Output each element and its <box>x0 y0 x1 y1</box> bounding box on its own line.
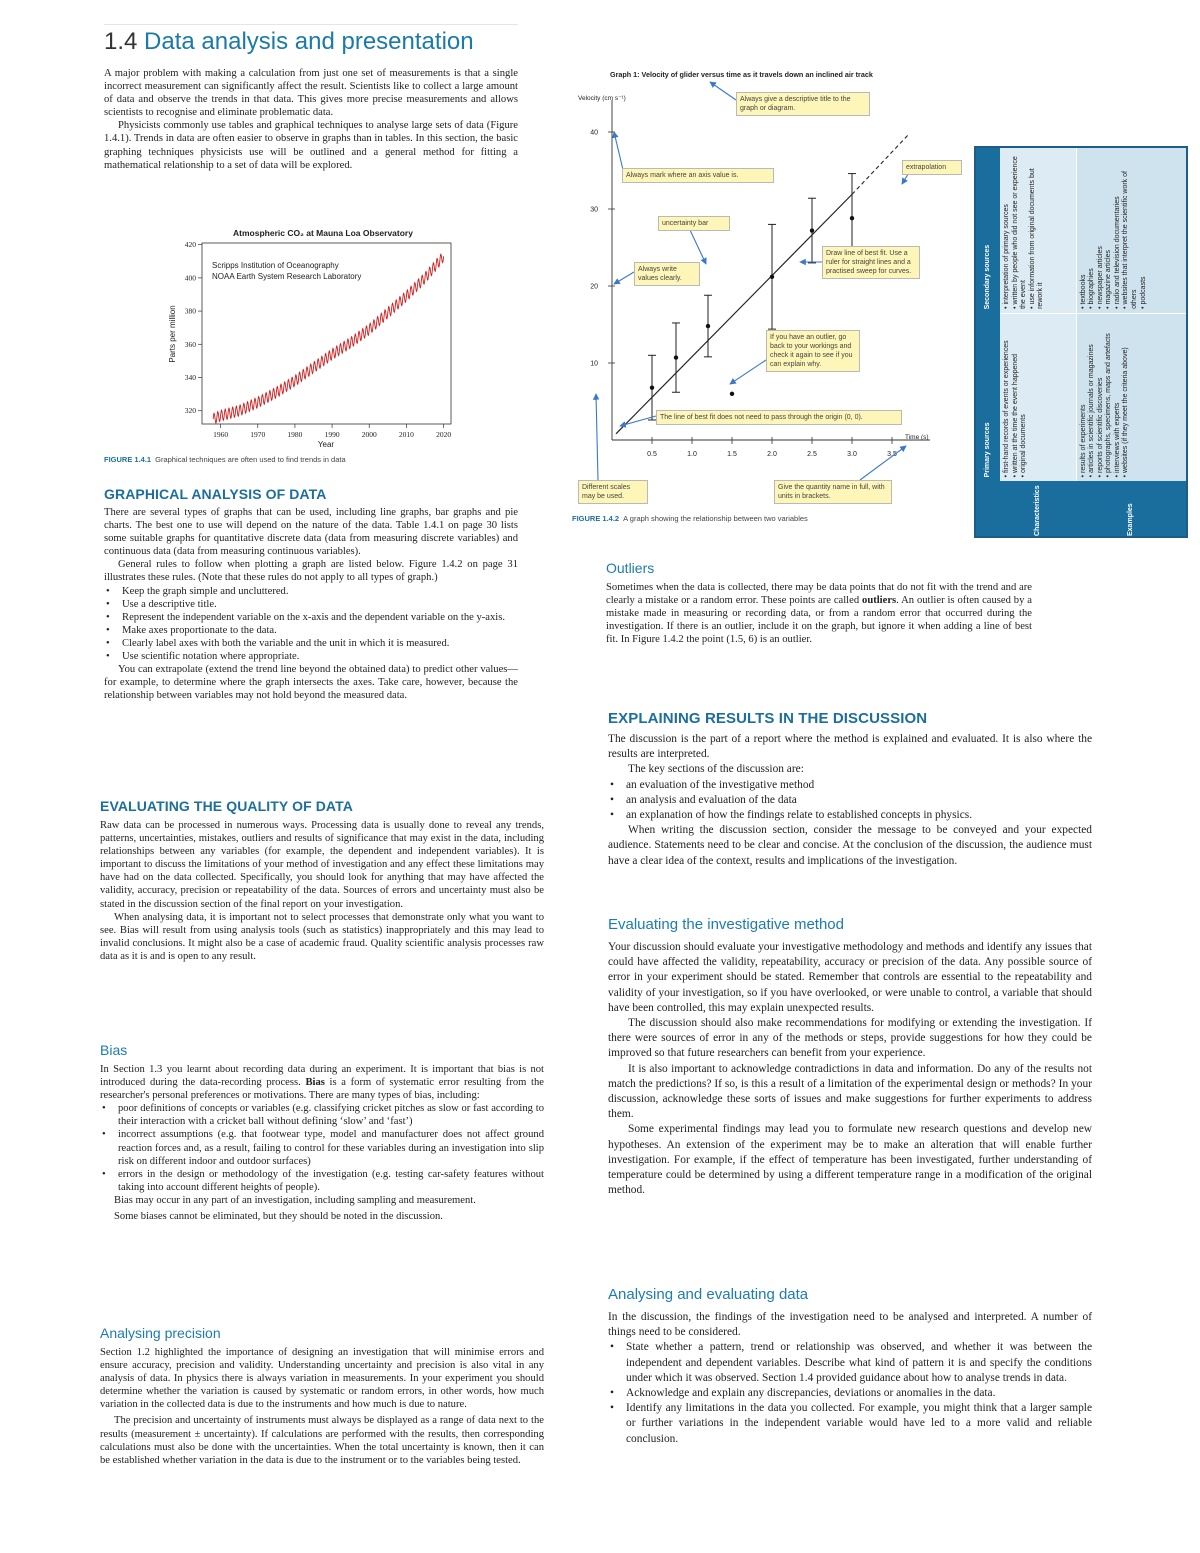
co2-y-tick-label: 380 <box>184 306 196 316</box>
bias-paragraph-1 <box>100 1063 544 1102</box>
table-item: • results of experiments <box>1079 404 1087 478</box>
velocity-x-tick-label: 3.5 <box>887 451 897 458</box>
table-item-text: reports of scientific discoveries <box>1096 377 1104 473</box>
velocity-x-axis-label: Time (s) <box>905 434 929 441</box>
outliers-text-part: . An outlier is often caused by a mistake made in measuring or recording data, or from a random error that occurred during the investigation. If there is an outlier, include it on the graph, but ignore it when adding a line of best fit. In Figure 1.4.2 the point (1.5, 6) is an outlier. <box>606 595 1032 646</box>
callout-extrapolation: extrapolation <box>902 160 962 175</box>
bias-text-part: In Section 1.3 you learnt about recording data during an experiment. It is important that bias is not introduced during the data-recording process. <box>100 1064 544 1089</box>
heading-evaluating-method: Evaluating the investigative method <box>608 916 844 933</box>
callout-quantity: Give the quantity name in full, with units in brackets. <box>774 480 892 504</box>
outliers-text <box>606 581 1032 646</box>
data-consideration-item: • State whether a pattern, trend or relationship was observed, and whether it was between the independent and dependent variables. Describe what kind of pattern it is and specify the conditions under which it was observed. Section 1.4 provided guidance about how to analyse trends in data. <box>608 1340 1092 1386</box>
row-header-characteristics: Characteristics <box>1000 481 1076 538</box>
method-paragraph-2: The discussion should also make recommendations for modifying or extending the investigation. If there were sources of error in any of the methods or steps, provide suggestions for how they could be improved so that future researchers can benefit from your experience. <box>608 1017 1092 1060</box>
heading-explaining-results: EXPLAINING RESULTS IN THE DISCUSSION <box>608 710 928 727</box>
table-item-text: results of experiments <box>1079 404 1087 473</box>
data-considerations-list <box>608 1340 1092 1446</box>
method-text <box>608 940 1092 1198</box>
co2-y-tick-label: 320 <box>184 406 196 416</box>
key-section-item: • an evaluation of the investigative method <box>608 778 1092 793</box>
co2-x-tick-label: 2000 <box>361 430 377 439</box>
figure-1-label: FIGURE 1.4.1 <box>104 455 152 464</box>
co2-x-tick-label: 1980 <box>287 430 303 439</box>
co2-x-axis-label: Year <box>317 440 335 449</box>
table-item-text: websites that interpret the scientific work of others <box>1122 171 1139 309</box>
bias-text <box>100 1063 544 1223</box>
figure-1-caption <box>104 455 518 464</box>
velocity-x-tick-label: 2.0 <box>767 451 777 458</box>
velocity-x-tick-label: 1.0 <box>687 451 697 458</box>
co2-x-tick-label: 2010 <box>398 430 414 439</box>
best-fit-line <box>616 194 852 433</box>
explaining-text <box>608 732 1092 869</box>
precision-text <box>100 1346 544 1467</box>
data-consideration-item: • Identify any limitations in the data you collected. For example, you might think that a larger sample or further variations in the independent variable would have led to a more valid and reliable conclusion. <box>608 1401 1092 1447</box>
callout-best-fit: Draw line of best fit. Use a ruler for straight lines and a practised sweep for curves. <box>822 246 920 279</box>
co2-plot-frame <box>202 243 451 424</box>
callout-arrow <box>730 360 766 384</box>
key-sections-list <box>608 778 1092 824</box>
sources-table <box>976 148 1188 538</box>
table-item: • articles in scientific journals or magazines <box>1088 344 1096 478</box>
figure-1-text: Graphical techniques are often used to find trends in data <box>155 455 346 464</box>
table-item: • websites that interpret the scientific work of others <box>1122 171 1139 309</box>
table-item-text: magazine articles <box>1105 250 1113 305</box>
rule-item: • Clearly label axes with both the variable and the unit in which it is measured. <box>104 637 518 650</box>
table-item-text: textbooks <box>1079 274 1087 305</box>
cell-primary-characteristics <box>1000 313 1076 481</box>
table-item-text: newspaper articles <box>1096 246 1104 305</box>
graphical-paragraph-2: General rules to follow when plotting a graph are listed below. Figure 1.4.2 on page 31 illustrates these rules. (Note that these rules do not apply to all types of graph.) <box>104 559 518 584</box>
co2-y-axis-label: Parts per million <box>168 305 177 363</box>
velocity-graph-title: Graph 1: Velocity of glider versus time as it travels down an inclined air track <box>610 70 873 79</box>
co2-y-tick-label: 360 <box>184 339 196 349</box>
table-item-text: written at the time the event happened <box>1011 353 1019 473</box>
rule-item: • Make axes proportionate to the data. <box>104 624 518 637</box>
section-number: 1.4 <box>104 28 138 55</box>
key-section-item: • an explanation of how the findings relate to established concepts in physics. <box>608 808 1092 823</box>
explaining-paragraph-2: The key sections of the discussion are: <box>628 763 804 776</box>
evaluating-paragraph-2: When analysing data, it is important not to select processes that demonstrate only what you want to see. Bias will result from using analysis tools (such as statistics) inappropriately and this may lead to invalid conclusions. It might also be a case of academic fraud. Quality scientific analysis processes raw data as it is and is open to any result. <box>100 911 544 962</box>
sources-table-frame <box>974 146 1188 538</box>
bias-text-part: is a form of systematic error resulting from the researcher's personal preferences or motivations. There are many types of bias, including: <box>100 1077 544 1102</box>
table-item: • written at the time the event happened <box>1011 353 1019 478</box>
rule-item: • Use scientific notation where appropriate. <box>104 650 518 663</box>
callout-arrow <box>620 416 656 426</box>
graphical-paragraph-1: There are several types of graphs that can be used, including line graphs, bar graphs and pie charts. The best one to use will depend on the nature of the data. Table 1.4.1 on page 30 lists some suitable graphs for quantitative discrete data (data from measuring discrete variables) and continuous data (data from measuring continuous variables). <box>104 507 518 558</box>
heading-analysing-data: Analysing and evaluating data <box>608 1286 809 1303</box>
table-item: • photographs, specimens, maps and artefacts <box>1105 333 1113 478</box>
callout-arrow <box>596 394 598 480</box>
extrapolation-line <box>852 135 908 194</box>
graphical-paragraph-3: You can extrapolate (extend the trend line beyond the obtained data) to predict other values—for example, to determine where the graph intersects the axes. Take care, however, because the relationship between variables may not hold beyond the measured data. <box>104 664 518 702</box>
evaluating-text <box>100 819 544 963</box>
callout-scales: Different scales may be used. <box>578 480 648 504</box>
cell-secondary-examples <box>1076 148 1186 313</box>
data-consideration-item: • Acknowledge and explain any discrepancies, deviations or anomalies in the data. <box>608 1386 1092 1401</box>
bias-item: • incorrect assumptions (e.g. that footwear type, model and manufacturer does not affect ground reaction forces and, as a result, failing to control for these variables during an investigation into slip risk on different indoor and outdoor surfaces) <box>100 1128 544 1167</box>
co2-x-tick-label: 1970 <box>250 430 266 439</box>
table-item-text: photographs, specimens, maps and artefacts <box>1105 333 1113 473</box>
bias-paragraph-3: Some biases cannot be eliminated, but they should be noted in the discussion. <box>114 1211 443 1223</box>
co2-x-tick-label: 2020 <box>436 430 452 439</box>
data-paragraph-1: In the discussion, the findings of the investigation need to be analysed and interpreted. A number of things need to be considered. <box>608 1311 1092 1339</box>
bias-list <box>100 1102 544 1194</box>
evaluating-paragraph-1: Raw data can be processed in numerous ways. Processing data is usually done to reveal any trends, patterns, uncertainties, mistakes, outliers and results of significance that may exist in the data, including relationships between any variables (for example, the dependent and independent variables). It is important to discuss the limitations of your method of investigation and any effect these limitations may have had on the data collected. Specifically, you should look for anything that may have affected the validity, accuracy, precision or repeatability of the data. Sources of errors and uncertainty must also be stated in the discussion section of the final report on your investigation. <box>100 820 544 910</box>
co2-y-tick-label: 340 <box>184 373 196 383</box>
key-section-item: • an analysis and evaluation of the data <box>608 793 1092 808</box>
callout-values-clearly: Always write values clearly. <box>634 262 700 286</box>
heading-analysing-precision: Analysing precision <box>100 1325 221 1341</box>
table-item: • use information from original documents but rework it <box>1028 168 1045 309</box>
table-corner-cell <box>976 481 1000 538</box>
cell-primary-examples <box>1076 313 1186 481</box>
table-item: • original documents <box>1020 414 1028 478</box>
data-point <box>650 385 654 389</box>
co2-y-tick-label: 400 <box>184 273 196 283</box>
table-item: • websites (if they meet the criteria above) <box>1122 347 1130 478</box>
table-item: • written by people who did not see or experience the event <box>1011 156 1028 309</box>
table-item: • interpretation of primary sources <box>1003 204 1010 309</box>
callout-arrow <box>860 446 906 480</box>
heading-graphical-analysis: GRAPHICAL ANALYSIS OF DATA <box>104 486 327 502</box>
data-point <box>730 392 734 396</box>
velocity-figure <box>560 64 960 524</box>
velocity-x-tick-label: 1.5 <box>727 451 737 458</box>
outliers-paragraph <box>606 581 1032 646</box>
table-item: • first-hand records of events or experiences <box>1003 340 1010 478</box>
co2-x-tick-label: 1990 <box>324 430 340 439</box>
outliers-text-part: Sometimes when the data is collected, there may be data points that do not fit with the trend and are clearly a mistake or a random error. These points are called <box>606 582 1032 607</box>
table-item: • podcasts <box>1139 276 1147 309</box>
velocity-x-tick-label: 2.5 <box>807 451 817 458</box>
analysing-data-text <box>608 1310 1092 1447</box>
table-item-text: articles in scientific journals or magazines <box>1088 344 1096 473</box>
table-item-text: interviews with experts <box>1113 402 1121 473</box>
velocity-chart <box>560 64 960 524</box>
velocity-y-axis-label: Velocity (cm s⁻¹) <box>578 95 626 102</box>
callout-outlier: If you have an outlier, go back to your workings and check it again to see if you can explain why. <box>766 330 860 372</box>
callout-arrow <box>690 230 706 264</box>
intro-text <box>104 67 518 172</box>
table-item-text: use information from original documents but rework it <box>1028 168 1045 309</box>
callout-uncertainty-bar: uncertainty bar <box>658 216 730 231</box>
table-item-text: original documents <box>1020 414 1028 473</box>
outliers-term: outliers <box>862 595 897 607</box>
velocity-y-tick-label: 40 <box>590 129 598 137</box>
table-item-text: podcasts <box>1139 276 1147 305</box>
table-item-text: first-hand records of events or experiences <box>1003 340 1010 473</box>
table-item: • interviews with experts <box>1113 402 1121 478</box>
bias-item: • errors in the design or methodology of the investigation (e.g. testing car-safety features without taking into account different heights of people). <box>100 1168 544 1194</box>
velocity-y-tick-label: 10 <box>590 360 598 368</box>
co2-chart-title: Atmospheric CO₂ at Mauna Loa Observatory <box>233 228 413 238</box>
data-point <box>850 216 854 220</box>
section-title: Data analysis and presentation <box>144 28 474 55</box>
figure-2-label: FIGURE 1.4.2 <box>572 514 620 523</box>
data-point <box>810 228 814 232</box>
table-item-text: interpretation of primary sources <box>1003 204 1010 305</box>
data-point <box>770 275 774 279</box>
explaining-paragraph-3: When writing the discussion section, consider the message to be conveyed and your expected audience. Statements need to be clear and concise. At the conclusion of the discussion, the audience must have a clear idea of the context, results and implications of the investigation. <box>608 824 1092 867</box>
heading-outliers: Outliers <box>606 560 655 576</box>
co2-legend-line-2: NOAA Earth System Research Laboratory <box>212 272 362 281</box>
callout-title-tip: Always give a descriptive title to the graph or diagram. <box>736 92 870 116</box>
table-item: • textbooks <box>1079 274 1087 309</box>
bias-item: • poor definitions of concepts or variables (e.g. classifying cricket pitches as slow or fast according to their interaction with a cricket ball without defining ‘slow’ and ‘fast’) <box>100 1102 544 1128</box>
table-item-text: websites (if they meet the criteria above) <box>1122 347 1130 473</box>
callout-arrow <box>614 272 634 284</box>
callout-axis-value: Always mark where an axis value is. <box>622 168 774 183</box>
cell-secondary-characteristics <box>1000 148 1076 313</box>
table-item: • reports of scientific discoveries <box>1096 377 1104 478</box>
bias-term: Bias <box>305 1077 325 1089</box>
co2-y-tick-label: 420 <box>184 240 196 250</box>
method-paragraph-1: Your discussion should evaluate your investigative methodology and methods and identify any issues that could have affected the validity, repeatability, accuracy or precision of the data. Any possible source of error in your experiment should be stated. Remember that controls are essential to the repeatability and validity of your investigation, so if you have overlooked, or were unable to control, a variable that should have been controlled, this may explain unexpected results. <box>608 941 1092 1014</box>
callout-origin: The line of best fit does not need to pass through the origin (0, 0). <box>656 410 902 425</box>
page-title <box>104 28 474 56</box>
table-item: • newspaper articles <box>1096 246 1104 309</box>
figure-2-text: A graph showing the relationship between two variables <box>623 514 808 523</box>
intro-paragraph-1: A major problem with making a calculation from just one set of measurements is that a single incorrect measurement can significantly affect the result. Scientists like to collect a large amount of data and observe the trends in that data. This gives more precise measurements and allows scientists to recognise and eliminate problematic data. <box>104 68 518 119</box>
bias-paragraph-2: Bias may occur in any part of an investigation, including sampling and measurement. <box>114 1194 476 1206</box>
row-header-examples: Examples <box>1076 481 1186 538</box>
method-paragraph-3: It is also important to acknowledge contradictions in data and information. Do any of the results not match the predictions? If so, is this a result of a limitation of the experimental design or methods? In your discussion, acknowledge these sorts of issues and make suggestions for further experiments to address them. <box>608 1062 1092 1121</box>
velocity-y-tick-label: 30 <box>590 206 598 214</box>
data-point <box>706 324 710 328</box>
co2-legend-line-1: Scripps Institution of Oceanography <box>212 261 339 270</box>
graph-rules-list <box>104 585 518 664</box>
table-item: • magazine articles <box>1105 250 1113 309</box>
rule-item: • Keep the graph simple and uncluttered. <box>104 585 518 598</box>
velocity-y-tick-label: 20 <box>590 283 598 291</box>
velocity-x-tick-label: 3.0 <box>847 451 857 458</box>
rule-item: • Represent the independent variable on the x-axis and the dependent variable on the y-axis. <box>104 611 518 624</box>
explaining-paragraph-1: The discussion is the part of a report where the method is explained and evaluated. It is also where the results are interpreted. <box>608 733 1092 761</box>
heading-bias: Bias <box>100 1042 128 1058</box>
precision-paragraph-1: Section 1.2 highlighted the importance of designing an investigation that will minimise errors and ensure accuracy, precision and validity. Understanding uncertainty and precision is also vital in any analysis of data. In physics there is always variation in measurements. In your experiment you should determine whether the variation is caused by systematic or random errors, in other words, how much variation in the collected data is due to the instruments and how much is due to nature. <box>100 1347 544 1411</box>
velocity-x-tick-label: 0.5 <box>647 451 657 458</box>
callout-arrow <box>710 82 736 100</box>
co2-chart <box>160 222 460 454</box>
precision-paragraph-2: The precision and uncertainty of instruments must always be displayed as a range of data next to the results (measurement ± uncertainty). If calculations are performed with the results, then corresponding calculations must also be done with the uncertainties. When the total uncertainty is known, then it can be established whether variation in the data is due to the instrument or to the variables being tested. <box>100 1415 544 1466</box>
table-item-text: biographies <box>1088 268 1096 305</box>
column-header-secondary: Secondary sources <box>976 148 1000 313</box>
table-item-text: radio and television documentaries <box>1113 196 1121 305</box>
method-paragraph-4: Some experimental findings may lead you to formulate new research questions and develop new hypotheses. An extension of the experiment may be to make an alteration that will enable further investigation. For example, if the effect of temperature has been investigated, further understanding of temperature could be determined by using a different temperature range in a modification of the original method. <box>608 1123 1092 1197</box>
figure-2-caption <box>572 514 972 523</box>
table-item: • biographies <box>1088 268 1096 309</box>
rule-item: • Use a descriptive title. <box>104 598 518 611</box>
table-item: • radio and television documentaries <box>1113 196 1121 309</box>
data-point <box>674 355 678 359</box>
column-header-primary: Primary sources <box>976 313 1000 481</box>
intro-paragraph-2: Physicists commonly use tables and graphical techniques to analyse large sets of data (Figure 1.4.1). Trends in data are often easier to observe in graphs than in tables. In this section, the basic graphing techniques physicists use will be outlined and a general method for fitting a mathematical relationship to a set of data will be explored. <box>104 120 518 171</box>
heading-evaluating-quality: EVALUATING THE QUALITY OF DATA <box>100 798 353 814</box>
table-item-text: written by people who did not see or experience the event <box>1011 156 1028 309</box>
graphical-analysis-text <box>104 506 518 702</box>
top-rule <box>104 24 518 25</box>
co2-x-tick-label: 1960 <box>213 430 229 439</box>
